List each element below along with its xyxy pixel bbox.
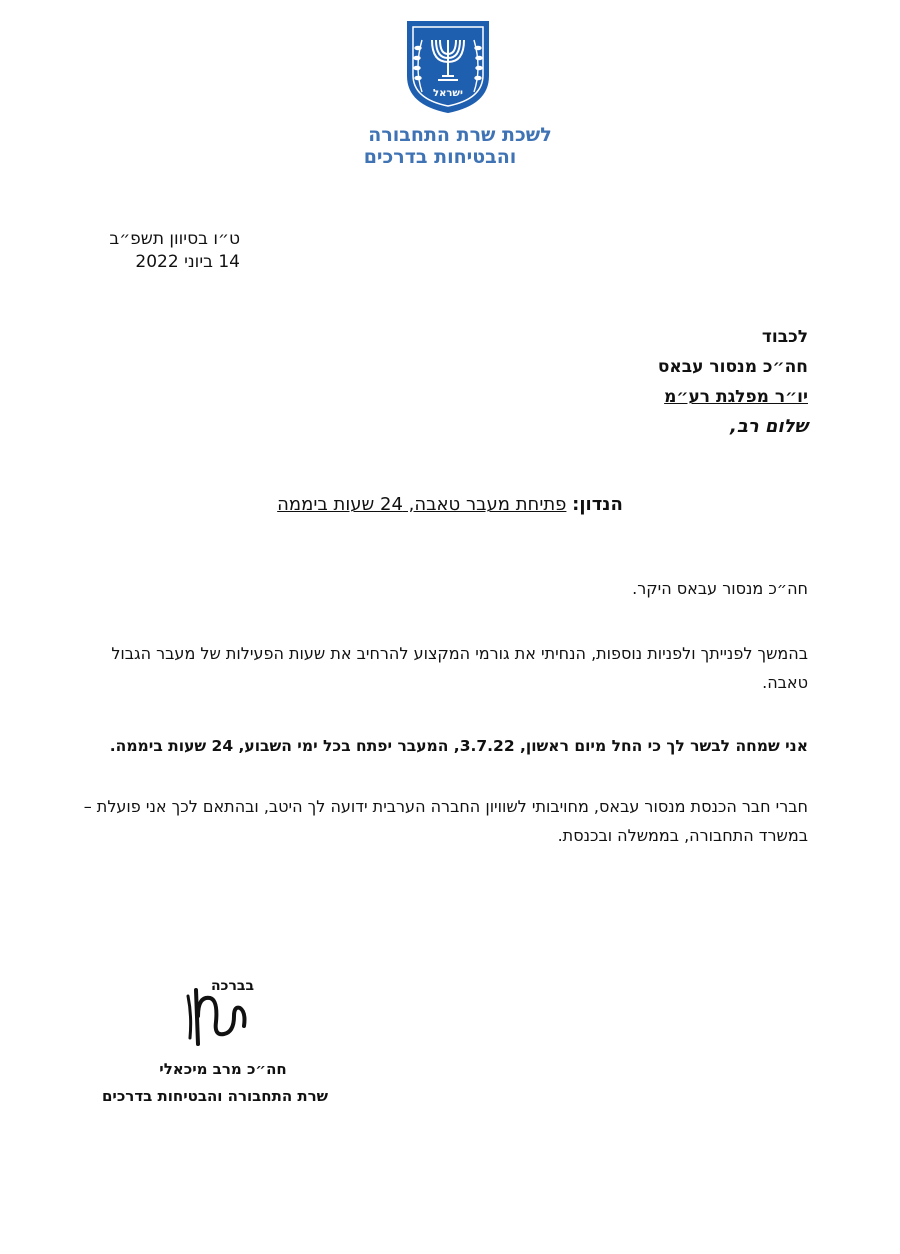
gregorian-date: 14 ביוני 2022	[135, 252, 240, 272]
emblem-text: ישראל	[433, 88, 463, 99]
body-paragraph-1: בהמשך לפנייתך ולפניות נוספות, הנחיתי את גורמי המקצוע להרחיב את שעות הפעילות של מעבר הגבול טאבה.	[111, 644, 808, 692]
office-line-2: והבטיחות בדרכים	[363, 146, 517, 168]
body-paragraph-3: חברי חבר הכנסת מנסור עבאס, מחויבותי לשוויון החברה הערבית ידועה לך היטב, ובהתאם לכך אני פועלת – במשרד התחבורה, בממשלה ובכנסת.	[83, 797, 808, 845]
recipient-title: יו״ר מפלגת רע״מ	[664, 387, 808, 407]
greeting: שלום רב,	[730, 416, 808, 437]
closing: בברכה	[210, 978, 254, 994]
subject-label: הנדון:	[572, 494, 623, 515]
subject-text: פתיחת מעבר טאבה, 24 שעות ביממה	[277, 494, 567, 515]
recipient-name: חה״כ מנסור עבאס	[657, 357, 808, 377]
signer-block	[70, 1056, 360, 1110]
body-salutation: חה״כ מנסור עבאס היקר.	[632, 579, 808, 598]
letter-date	[60, 228, 240, 274]
subject-line	[0, 494, 900, 515]
signer-name: חה״כ מרב מיכאלי	[159, 1060, 287, 1078]
recipient-to: לכבוד	[761, 327, 808, 347]
body-paragraph-2: אני שמחה לבשר לך כי החל מיום ראשון, 3.7.22, המעבר יפתח בכל ימי השבוע, 24 שעות ביממה.	[109, 737, 808, 755]
office-line-1: לשכת שרת התחבורה	[368, 124, 552, 146]
handwritten-signature	[178, 986, 258, 1048]
letterhead-office	[300, 124, 600, 168]
signer-role: שרת התחבורה והבטיחות בדרכים	[101, 1087, 329, 1105]
hebrew-date: ט״ו בסיוון תשפ״ב	[109, 229, 240, 249]
recipient-block	[408, 322, 808, 442]
state-emblem-icon	[404, 18, 492, 114]
